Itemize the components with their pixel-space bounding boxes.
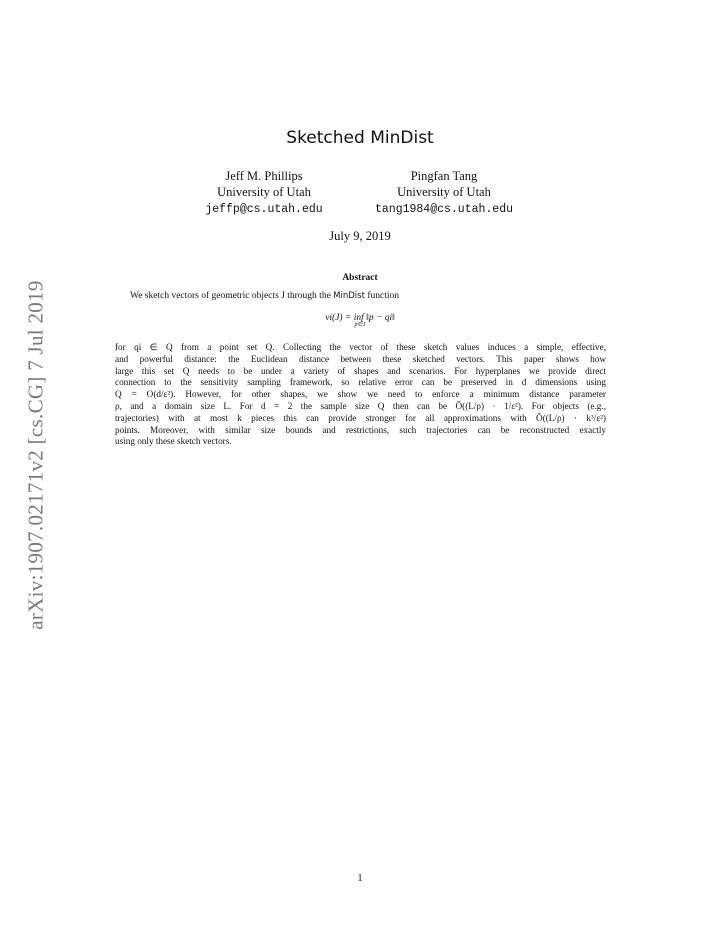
author-affiliation: University of Utah bbox=[397, 185, 491, 199]
abstract-lead-text-end: function bbox=[364, 291, 399, 301]
author-name: Jeff M. Phillips bbox=[225, 169, 303, 183]
author-name: Pingfan Tang bbox=[410, 169, 478, 183]
arxiv-identifier-stamp: arXiv:1907.02171v2 [cs.CG] 7 Jul 2019 bbox=[23, 280, 48, 630]
abstract-line: for qi ∈ Q from a point set Q. Collecting the vector of these sketch values induces a simple, effective, bbox=[115, 342, 606, 352]
abstract-line: connection to the sensitivity sampling framework, so relative error can be preserved in d dimensions using bbox=[115, 377, 606, 388]
abstract-line: points. Moreover, with similar size bounds and restrictions, such trajectories can be reconstructed exactly bbox=[115, 424, 606, 435]
author-email[interactable]: jeffp@cs.utah.edu bbox=[205, 203, 323, 216]
page-number: 1 bbox=[357, 873, 363, 884]
formula-main: vi(J) = inf ‖p − qi‖ bbox=[325, 313, 395, 323]
abstract-line: large this set Q needs to be under a variety of shapes and scenarios. For hyperplanes we provide direct bbox=[115, 365, 606, 376]
abstract-lead-text: We sketch vectors of geometric objects J through the bbox=[130, 291, 334, 301]
paper-title: Sketched MinDist bbox=[286, 128, 434, 148]
abstract-body bbox=[115, 342, 606, 448]
mindist-keyword: MinDist bbox=[333, 291, 365, 301]
abstract-line: using only these sketch vectors. bbox=[115, 436, 232, 447]
abstract-line: trajectories) with at most k pieces this can provide stronger for all approximations with Õ((L/ρ) · k³/ε²) bbox=[115, 412, 606, 423]
abstract-lead-sentence bbox=[130, 291, 610, 301]
abstract-line: ρ, and a domain size L. For d = 2 the sample size Q then can be Õ((L/ρ) · 1/ε²). For objects (e.g., bbox=[115, 400, 606, 411]
abstract-line: Q = O(d/ε²). However, for other shapes, we show we need to enforce a minimum distance parameter bbox=[115, 389, 606, 400]
author-block-2 bbox=[354, 168, 534, 218]
author-affiliation: University of Utah bbox=[217, 185, 311, 199]
author-block-1 bbox=[174, 168, 354, 218]
author-email[interactable]: tang1984@cs.utah.edu bbox=[374, 203, 514, 216]
mindist-formula bbox=[0, 313, 720, 328]
formula-subscript: p∈J bbox=[354, 322, 366, 328]
abstract-heading: Abstract bbox=[342, 273, 378, 283]
publication-date: July 9, 2019 bbox=[329, 229, 391, 243]
abstract-line: and powerful distance: the Euclidean distance between these sketched vectors. This paper shows how bbox=[115, 353, 606, 364]
